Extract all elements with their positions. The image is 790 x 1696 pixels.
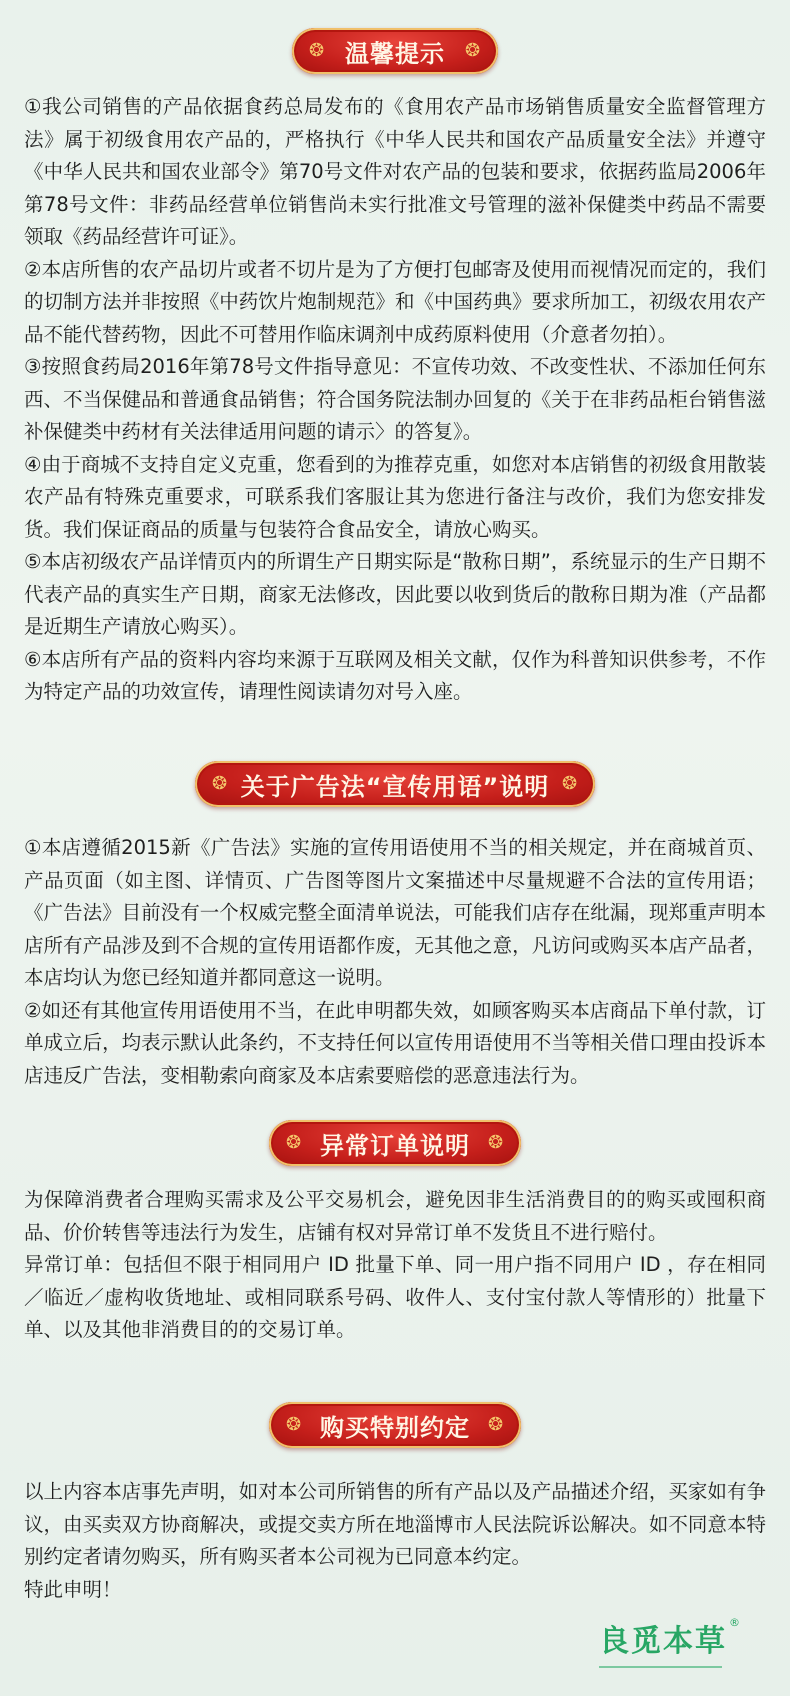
paragraph: ⑤本店初级农产品详情页内的所谓生产日期实际是“散称日期”，系统显示的生产日期不代表产品的真实生产日期，商家无法修改，因此要以收到货后的散称日期为准（产品都是近期生产请放心购买）。 [24, 550, 766, 638]
cloud-ornament-icon: ❂ [308, 40, 326, 61]
paragraph: 以上内容本店事先声明，如对本公司所销售的所有产品以及产品描述介绍，买家如有争议，由买卖双方协商解决，或提交卖方所在地淄博市人民法院诉讼解决。如不同意本特别约定者请勿购买，所有购买者本公司视为已同意本约定。 [24, 1480, 766, 1568]
registered-mark-icon: ® [729, 1616, 740, 1629]
cloud-ornament-icon: ❂ [487, 1414, 505, 1435]
paragraph: ①本店遵循2015新《广告法》实施的宣传用语使用不当的相关规定，并在商城首页、产品页面（如主图、详情页、广告图等图片文案描述中尽量规避不合法的宣传用语；《广告法》目前没有一个权威完整全面清单说法，可能我们店存在纰漏，现郑重声明本店所有产品涉及到不合规的宣传用语都作废，无其他之意，凡访问或购买本店产品者，本店均认为您已经知道并都同意这一说明。 [24, 836, 766, 989]
paragraph: ②本店所售的农产品切片或者不切片是为了方便打包邮寄及使用而视情况而定的，我们的切制方法并非按照《中药饮片炮制规范》和《中国药典》要求所加工，初级农用农产品不能代替药物，因此不可替用作临床调剂中成药原料使用（介意者勿拍）。 [24, 257, 766, 346]
paragraph: 为保障消费者合理购买需求及公平交易机会，避免因非生活消费目的的购买或囤积商品、价价转售等违法行为发生，店铺有权对异常订单不发货且不进行赔付。 [24, 1188, 766, 1244]
cloud-ornament-icon: ❂ [464, 40, 482, 61]
cloud-ornament-icon: ❂ [285, 1132, 303, 1153]
section-banner-notice [292, 28, 498, 74]
section-title: 关于广告法“宣传用语”说明 [240, 772, 550, 801]
cloud-ornament-icon: ❂ [211, 773, 229, 794]
section-banner-ad-law [195, 761, 595, 807]
section-body-special-agreement [24, 1476, 766, 1606]
paragraph: ⑥本店所有产品的资料内容均来源于互联网及相关文献，仅作为科普知识供参考，不作为特定产品的功效宣传，请理性阅读请勿对号入座。 [24, 647, 766, 703]
section-banner-special-agreement [269, 1402, 521, 1448]
paragraph: ①我公司销售的产品依据食药总局发布的《食用农产品市场销售质量安全监督管理方法》属于初级食用农产品的，严格执行《中华人民共和国农产品质量安全法》并遵守《中华人民共和国农业部令》第70号文件对农产品的包装和要求，依据药监局2006年第78号文件：非药品经营单位销售尚未实行批准文号管理的滋补保健类中药品不需要领取《药品经营许可证》。 [24, 95, 766, 248]
paragraph: ②如还有其他宣传用语使用不当，在此申明都失效，如顾客购买本店商品下单付款，订单成立后，均表示默认此条约，不支持任何以宣传用语使用不当等相关借口理由投诉本店违反广告法，变相勒索向商家及本店索要赔偿的恶意违法行为。 [24, 998, 766, 1087]
paragraph: 异常订单：包括但不限于相同用户 ID 批量下单、同一用户指不同用户 ID ，存在相同／临近／虚构收货地址、或相同联系号码、收件人、支付宝付款人等情形的）批量下单、以及其他非消费目的的交易订单。 [24, 1253, 766, 1341]
brand-logo [599, 1616, 740, 1660]
section-body-notice [24, 91, 766, 709]
logo-text: 良觅本草 [599, 1624, 727, 1659]
section-title: 温馨提示 [345, 39, 445, 68]
paragraph: ④由于商城不支持自定义克重，您看到的为推荐克重，如您对本店销售的初级食用散装农产品有特殊克重要求，可联系我们客服让其为您进行备注与改价，我们为您安排发货。我们保证商品的质量与包装符合食品安全，请放心购买。 [24, 452, 766, 541]
section-body-abnormal-order [24, 1184, 766, 1347]
paragraph: ③按照食药局2016年第78号文件指导意见：不宣传功效、不改变性状、不添加任何东西、不当保健品和普通食品销售；符合国务院法制办回复的《关于在非药品柜台销售滋补保健类中药材有关法律适用问题的请示〉的答复》。 [24, 355, 766, 443]
section-title: 购买特别约定 [320, 1413, 470, 1442]
section-body-ad-law [24, 832, 766, 1092]
paragraph: 特此申明！ [24, 1577, 122, 1601]
cloud-ornament-icon: ❂ [487, 1132, 505, 1153]
cloud-ornament-icon: ❂ [561, 773, 579, 794]
section-title: 异常订单说明 [320, 1131, 470, 1160]
logo-underline [599, 1666, 722, 1668]
cloud-ornament-icon: ❂ [285, 1414, 303, 1435]
section-banner-abnormal-order [269, 1120, 521, 1166]
